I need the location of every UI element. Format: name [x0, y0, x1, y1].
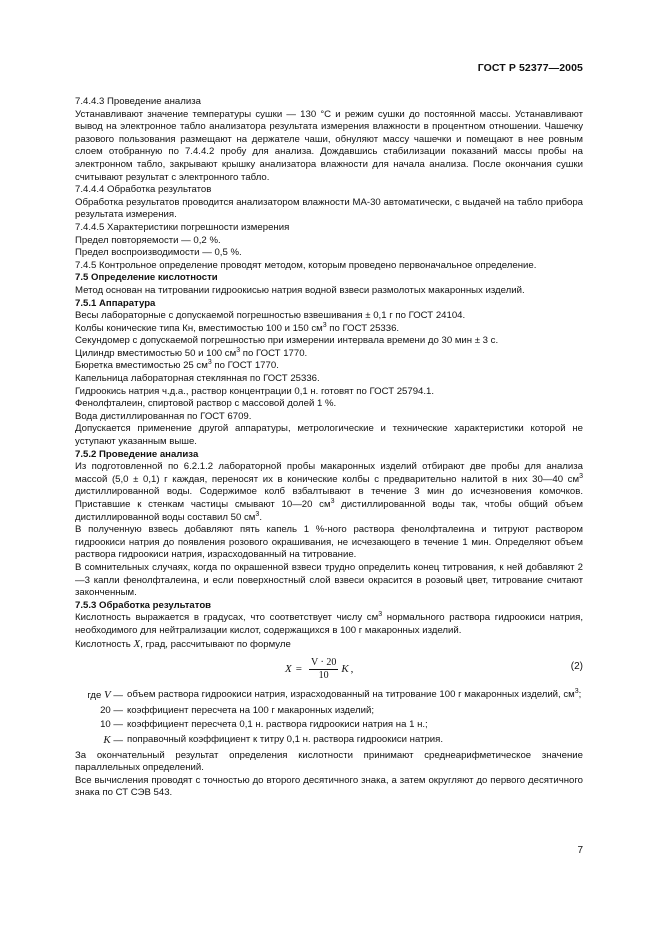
- text: 7.5.2 Проведение анализа: [75, 448, 199, 460]
- heading-7-4-4-3: [75, 96, 583, 109]
- text: 7.4.5 Контрольное определение проводят методом, которым проведено первоначальное определение.: [75, 259, 537, 271]
- text: .: [259, 511, 262, 523]
- definition-row: [75, 689, 583, 703]
- paragraph: [75, 398, 583, 411]
- definition-text: [127, 689, 583, 703]
- text: Кислотность выражается в градусах, что соответствует числу см: [75, 612, 379, 624]
- paragraph: [75, 750, 583, 775]
- formula-fraction: [309, 657, 338, 682]
- paragraph: [75, 348, 583, 361]
- heading-7-4-4-5: [75, 222, 583, 235]
- formula-denominator: 10: [318, 669, 329, 681]
- text: Кислотность: [75, 638, 134, 650]
- superscript: 3: [378, 611, 383, 619]
- text: где: [87, 690, 104, 702]
- heading-7-5: [75, 272, 583, 285]
- text: —: [110, 734, 123, 746]
- text: 7.5.3 Обработка результатов: [75, 599, 212, 611]
- formula-expression: [285, 655, 353, 683]
- text: 7.4.4.5 Характеристики погрешности измерения: [75, 221, 290, 233]
- paragraph: [75, 562, 583, 600]
- text: Капельница лабораторная стеклянная по ГОСТ 25336.: [75, 373, 320, 385]
- text: ;: [578, 689, 582, 701]
- paragraph: [75, 323, 583, 336]
- text: В сомнительных случаях, когда по окрашенной взвеси трудно определить конец титрования, к ней добавляют 2—3 капли фенолфталеина, и если поверхностный слой взвеси окрасится в розовый цвет, титрование считают законченным.: [75, 561, 583, 599]
- definition-symbol: [75, 689, 127, 703]
- page-number: 7: [577, 845, 583, 856]
- text: 7.5.1 Аппаратура: [75, 297, 156, 309]
- superscript: 3: [579, 472, 583, 480]
- text: За окончательный результат определения кислотности принимают среднеарифметическое значение параллельных определений.: [75, 749, 583, 774]
- text: по ГОСТ 1770.: [211, 360, 279, 372]
- paragraph: [75, 197, 583, 222]
- text: Гидроокись натрия ч.д.а., раствор концентрации 0,1 н. готовят по ГОСТ 25794.1.: [75, 385, 435, 397]
- formula-equals: =: [295, 662, 302, 675]
- formula-comma: ,: [350, 662, 354, 675]
- text: Секундомер с допускаемой погрешностью при измерении интервала времени до 30 мин ± 3 с.: [75, 335, 499, 347]
- text: Вода дистиллированная по ГОСТ 6709.: [75, 410, 252, 422]
- text: Из подготовленной по 6.2.1.2 лабораторной пробы макаронных изделий отбирают две пробы для анализа массой (5,0 ± 0,1) г каждая, переносят их в конические колбы с предварительно налитой в них 30—40 см: [75, 461, 583, 485]
- superscript: 3: [330, 497, 335, 505]
- definition-row: [75, 719, 583, 732]
- text: K: [103, 733, 111, 746]
- paragraph: [75, 335, 583, 348]
- text: 7.4.4.4 Обработка результатов: [75, 184, 212, 196]
- superscript: 3: [255, 510, 260, 518]
- heading-7-5-2: [75, 449, 583, 462]
- paragraph: [75, 235, 583, 248]
- paragraph: [75, 109, 583, 185]
- text: Колбы конические типа Кн, вместимостью 100 и 150 см: [75, 322, 323, 334]
- superscript: 3: [236, 346, 241, 354]
- text: 20: [100, 704, 111, 716]
- heading-7-4-4-4: [75, 184, 583, 197]
- paragraph: [75, 423, 583, 448]
- text: Все вычисления проводят с точностью до второго десятичного знака, а затем округляют до первого десятичного знака по СТ СЭВ 543.: [75, 774, 583, 799]
- heading-7-5-1: [75, 298, 583, 311]
- paragraph: [75, 461, 583, 524]
- text: Обработка результатов проводится анализатором влажности МА-30 автоматически, с выдачей на табло прибора результата измерения.: [75, 196, 583, 221]
- text: 10: [100, 719, 111, 731]
- text: Устанавливают значение температуры сушки — 130 °С и режим сушки до постоянной массы. Устанавливают вывод на электронное табло анализатора результата измерения влажности в процентном отношении. Чашечку разового пользования размещают на держателе чаши, обнуляют массу чашечки и помещают в нее ровным слоем отобранную по 7.4.4.2 пробу для анализа. Дождавшись стабилизации показаний массы пробы на электронном табло, закрывают крышку анализатора влажности для начала анализа. После окончания сушки считывают результат с электронного табло.: [75, 108, 583, 183]
- definition-symbol: [75, 719, 127, 732]
- text: Допускается применение другой аппаратуры, метрологические и технические характеристики которой не уступают указанным выше.: [75, 423, 583, 448]
- text: —: [110, 690, 123, 702]
- definition-row: [75, 705, 583, 718]
- definition-text: поправочный коэффициент к титру 0,1 н. раствора гидроокиси натрия.: [127, 733, 444, 745]
- text: , град, рассчитывают по формуле: [140, 638, 291, 650]
- paragraph: [75, 310, 583, 323]
- formula-numerator: V · 20: [310, 656, 337, 668]
- text: дистиллированной воды. Содержимое колб взбалтывают в течение 3 мин до исчезновения комочков. Приставшие к стенкам частицы смывают 10—20 см: [75, 486, 583, 510]
- superscript: 3: [574, 687, 579, 695]
- definition-text: коэффициент пересчета на 100 г макаронных изделий;: [127, 704, 375, 716]
- text: Цилиндр вместимостью 50 и 100 см: [75, 347, 237, 359]
- text: Весы лабораторные с допускаемой погрешностью взвешивания ± 0,1 г по ГОСТ 24104.: [75, 310, 466, 322]
- variable-x: X: [133, 637, 141, 650]
- text: Фенолфталеин, спиртовой раствор с массовой долей 1 %.: [75, 398, 337, 410]
- text: дистиллированной воды так, чтобы общий объем дистиллированной воды составил 50 см: [75, 499, 584, 523]
- formula-factor: K: [341, 662, 349, 675]
- text: Бюретка вместимостью 25 см: [75, 360, 208, 372]
- formula-lhs: X: [285, 662, 292, 675]
- text: V: [104, 689, 111, 702]
- text: по ГОСТ 1770.: [240, 347, 308, 359]
- paragraph: [75, 360, 583, 373]
- text: объем раствора гидроокиси натрия, израсходованный на титрование 100 г макаронных изделий, см: [127, 689, 575, 701]
- text: Предел повторяемости — 0,2 %.: [75, 234, 221, 246]
- formula-2: [75, 655, 583, 683]
- text: 7.5 Определение кислотности: [75, 272, 218, 284]
- definition-row: [75, 734, 583, 748]
- paragraph: [75, 612, 583, 637]
- text: 7.4.4.3 Проведение анализа: [75, 96, 201, 107]
- paragraph: [75, 386, 583, 399]
- definition-symbol: [75, 734, 127, 748]
- formula-number: (2): [570, 661, 583, 673]
- text: Предел воспроизводимости — 0,5 %.: [75, 247, 242, 259]
- formula-definitions: [75, 689, 583, 747]
- text: Метод основан на титровании гидроокисью натрия водной взвеси размолотых макаронных изделий.: [75, 284, 525, 296]
- paragraph: [75, 373, 583, 386]
- paragraph: [75, 638, 583, 652]
- definition-text: коэффициент пересчета 0,1 н. раствора гидроокиси натрия на 1 н.;: [127, 719, 428, 731]
- paragraph: [75, 775, 583, 800]
- paragraph: [75, 411, 583, 424]
- superscript: 3: [322, 321, 327, 329]
- document-body: [75, 96, 583, 800]
- text: В полученную взвесь добавляют пять капель 1 %-ного раствора фенолфталеина и титруют раствором гидроокиси натрия до появления розового окрашивания, не исчезающего в течение 1 мин. Определяют объем раствора гидроокиси натрия, израсходованный на титрование.: [75, 524, 583, 561]
- paragraph: [75, 524, 583, 562]
- heading-7-5-3: [75, 600, 583, 613]
- text: —: [110, 704, 123, 716]
- text: нормального раствора гидроокиси натрия, необходимого для нейтрализации кислот, содержащихся в 100 г макаронных изделий.: [75, 612, 583, 636]
- text: —: [110, 719, 123, 731]
- paragraph: [75, 247, 583, 260]
- paragraph: [75, 285, 583, 298]
- paragraph: [75, 260, 583, 273]
- text: по ГОСТ 25336.: [326, 322, 400, 334]
- definition-symbol: [75, 705, 127, 718]
- superscript: 3: [207, 359, 212, 367]
- standard-header: ГОСТ Р 52377—2005: [477, 62, 583, 74]
